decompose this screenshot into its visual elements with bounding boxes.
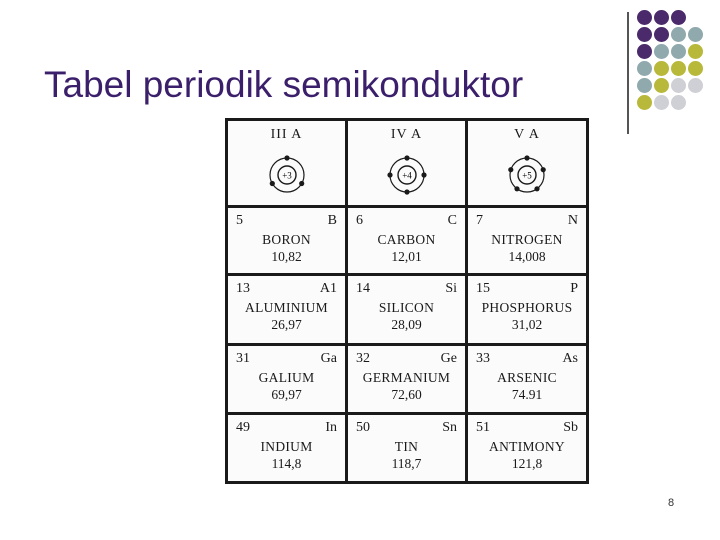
atomic-number: 49: [236, 420, 250, 435]
element-cell-indium: [228, 415, 345, 481]
atomic-mass: 26,97: [271, 317, 302, 332]
atomic-number: 32: [356, 351, 370, 366]
element-cell-boron: [228, 208, 345, 273]
element-cell-carbon: [348, 208, 465, 273]
element-symbol: Ge: [440, 351, 457, 366]
atomic-mass: 10,82: [271, 249, 302, 264]
element-cell-germanium: [348, 346, 465, 412]
atomic-number: 13: [236, 281, 250, 296]
atomic-mass: 31,02: [511, 317, 543, 332]
element-symbol: In: [325, 420, 337, 435]
atomic-mass: 28,09: [391, 317, 422, 332]
dot-purple: [654, 27, 669, 42]
dot-gray: [671, 78, 686, 93]
element-cell-arsenic: [468, 346, 586, 412]
atomic-mass: 69,97: [271, 387, 302, 402]
header-cell-group-4a: [348, 121, 465, 205]
element-symbol: As: [562, 351, 578, 366]
dot-olive: [688, 44, 703, 59]
element-name: GALIUM: [258, 370, 315, 385]
element-name: ANTIMONY: [489, 439, 565, 454]
dot-olive: [654, 78, 669, 93]
dot-olive: [671, 61, 686, 76]
slide-title: Tabel periodik semikonduktor: [44, 64, 524, 105]
dot-olive: [637, 95, 652, 110]
element-symbol: Sn: [442, 420, 457, 435]
element-name: SILICON: [378, 300, 435, 315]
dot-teal: [637, 61, 652, 76]
atomic-mass: 121,8: [511, 456, 543, 471]
header-cell-group-3a: [228, 121, 345, 205]
group-label: III A: [270, 127, 303, 142]
atom-core-label: +4: [401, 170, 412, 181]
atomic-number: 50: [356, 420, 370, 435]
dot-purple: [671, 10, 686, 25]
dot-teal: [637, 78, 652, 93]
element-name: ALUMINIUM: [245, 300, 328, 315]
element-cell-nitrogen: [468, 208, 586, 273]
element-cell-phosphorus: [468, 276, 586, 343]
atomic-number: 6: [356, 213, 363, 228]
atomic-mass: 72,60: [391, 387, 422, 402]
page-number: 8: [668, 497, 675, 509]
element-name: NITROGEN: [491, 232, 563, 247]
dot-purple: [637, 10, 652, 25]
atomic-mass: 12,01: [391, 249, 422, 264]
dot-gray: [671, 95, 686, 110]
atomic-number: 31: [236, 351, 250, 366]
element-symbol: C: [447, 213, 457, 228]
dot-purple: [654, 10, 669, 25]
dot-teal: [654, 44, 669, 59]
dot-teal: [688, 27, 703, 42]
element-name: BORON: [262, 232, 311, 247]
element-symbol: Sb: [563, 420, 578, 435]
atomic-number: 5: [236, 213, 243, 228]
atom-diagram-icon: [507, 155, 547, 195]
element-name: INDIUM: [260, 439, 313, 454]
group-label: IV A: [390, 127, 423, 142]
group-label: V A: [514, 127, 540, 142]
decorative-divider: [627, 12, 629, 134]
dot-teal: [671, 27, 686, 42]
atom-core-label: +3: [281, 170, 292, 181]
atomic-mass: 74.91: [511, 387, 543, 402]
periodic-table-image: [225, 118, 589, 484]
element-name: PHOSPHORUS: [481, 300, 573, 315]
element-symbol: Si: [445, 281, 457, 296]
atomic-mass: 118,7: [391, 456, 422, 471]
atomic-number: 51: [476, 420, 490, 435]
element-symbol: B: [327, 213, 337, 228]
atomic-number: 15: [476, 281, 490, 296]
atomic-mass: 14,008: [508, 249, 546, 264]
element-cell-silicon: [348, 276, 465, 343]
atomic-number: 7: [476, 213, 483, 228]
element-name: CARBON: [377, 232, 436, 247]
element-symbol: P: [570, 281, 578, 296]
dot-olive: [654, 61, 669, 76]
element-cell-antimony: [468, 415, 586, 481]
atom-diagram-icon: [267, 155, 307, 195]
element-name: GERMANIUM: [362, 370, 451, 385]
element-symbol: N: [567, 213, 578, 228]
atomic-mass: 114,8: [271, 456, 302, 471]
element-cell-tin: [348, 415, 465, 481]
dot-purple: [637, 44, 652, 59]
element-name: ARSENIC: [497, 370, 557, 385]
element-symbol: Ga: [320, 351, 337, 366]
element-name: TIN: [394, 439, 419, 454]
element-cell-galium: [228, 346, 345, 412]
header-cell-group-5a: [468, 121, 586, 205]
atom-diagram-icon: [387, 155, 427, 195]
dot-gray: [654, 95, 669, 110]
atomic-number: 14: [356, 281, 370, 296]
dot-teal: [671, 44, 686, 59]
dot-gray: [688, 78, 703, 93]
element-symbol: A1: [319, 281, 337, 296]
atom-core-label: +5: [522, 170, 532, 181]
dot-olive: [688, 61, 703, 76]
dot-purple: [637, 27, 652, 42]
atomic-number: 33: [476, 351, 490, 366]
element-cell-aluminium: [228, 276, 345, 343]
